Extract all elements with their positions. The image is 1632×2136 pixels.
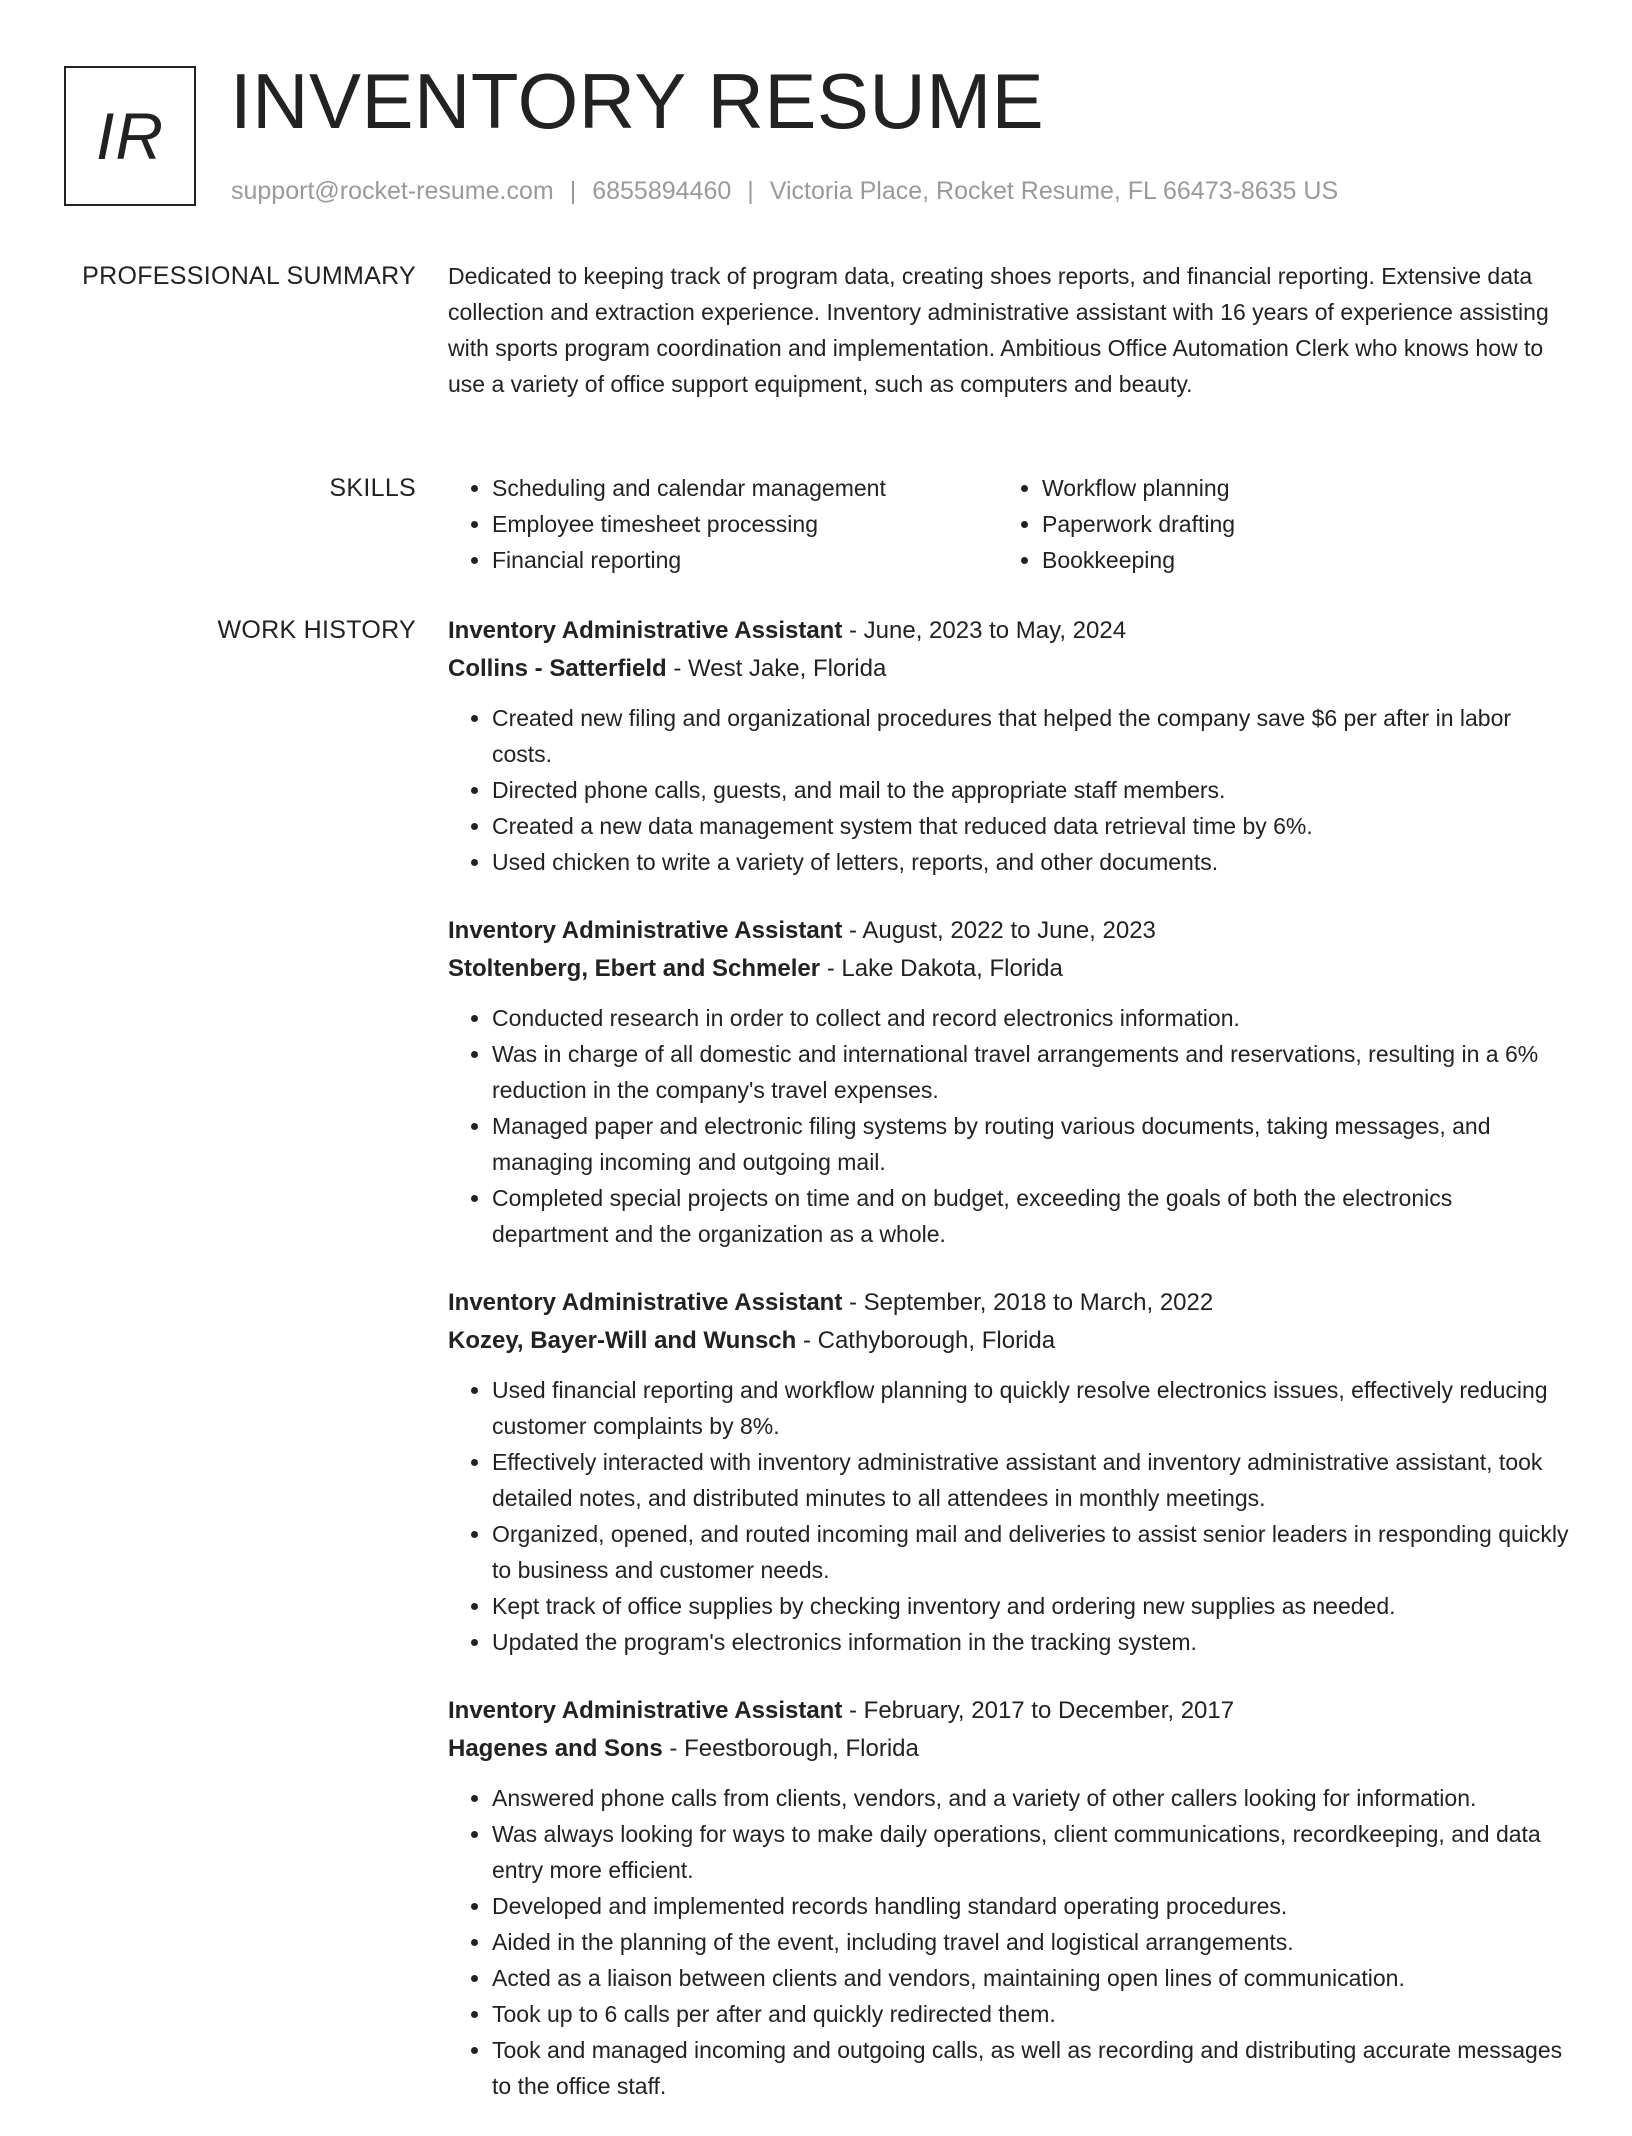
job-dates: - June, 2023 to May, 2024 xyxy=(842,617,1127,644)
contact-line xyxy=(231,176,1338,206)
summary-text: Dedicated to keeping track of program data, creating shoes reports, and financial reporting. Extensive data collection and extraction experience. Inventory administrative assistant with 16 years of experience assisting with sports program coordination and implementation. Ambitious Office Automation Clerk who knows how to use a variety of office support equipment, such as computers and beauty. xyxy=(448,263,1549,397)
job-title-line xyxy=(448,1284,1570,1322)
job-bullet: • Used chicken to write a variety of letters, reports, and other documents. xyxy=(492,844,1570,880)
job-bullet: • Effectively interacted with inventory administrative assistant and inventory administrative assistant, took detailed notes, and distributed minutes to all attendees in monthly meetings. xyxy=(492,1444,1570,1516)
job-company-line xyxy=(448,1730,1570,1768)
job-title: Inventory Administrative Assistant xyxy=(448,1289,843,1316)
job-bullet: • Directed phone calls, guests, and mail to the appropriate staff members. xyxy=(492,772,1570,808)
job-location: - Lake Dakota, Florida xyxy=(820,955,1063,982)
job-bullet: • Answered phone calls from clients, vendors, and a variety of other callers looking for information. xyxy=(492,1780,1570,1816)
skill-item: • Workflow planning xyxy=(1042,470,1548,506)
monogram-logo: IR xyxy=(64,66,196,206)
work-history-body xyxy=(448,612,1570,2136)
job-bullets xyxy=(448,1372,1570,1660)
job-company-line xyxy=(448,1322,1570,1360)
skills-column-left xyxy=(448,470,998,578)
skill-item: • Employee timesheet processing xyxy=(492,506,998,542)
job-bullet: • Took and managed incoming and outgoing calls, as well as recording and distributing accurate messages to the office staff. xyxy=(492,2032,1570,2104)
skills-column-right xyxy=(998,470,1548,578)
job-entry xyxy=(448,612,1570,880)
job-bullet: • Aided in the planning of the event, including travel and logistical arrangements. xyxy=(492,1924,1570,1960)
company-name: Stoltenberg, Ebert and Schmeler xyxy=(448,955,821,982)
job-bullets xyxy=(448,1000,1570,1252)
skill-item: • Bookkeeping xyxy=(1042,542,1548,578)
job-bullet: • Took up to 6 calls per after and quickly redirected them. xyxy=(492,1996,1570,2032)
job-bullet: • Used financial reporting and workflow planning to quickly resolve electronics issues, effectively reducing customer complaints by 8%. xyxy=(492,1372,1570,1444)
skill-item: • Paperwork drafting xyxy=(1042,506,1548,542)
job-title: Inventory Administrative Assistant xyxy=(448,617,843,644)
job-bullet: • Organized, opened, and routed incoming mail and deliveries to assist senior leaders in responding quickly to business and customer needs. xyxy=(492,1516,1570,1588)
job-bullet: • Created new filing and organizational procedures that helped the company save $6 per after in labor costs. xyxy=(492,700,1570,772)
job-bullet: • Acted as a liaison between clients and vendors, maintaining open lines of communication. xyxy=(492,1960,1570,1996)
job-title-line xyxy=(448,1692,1570,1730)
company-name: Kozey, Bayer-Will and Wunsch xyxy=(448,1327,797,1354)
job-bullet: • Updated the program's electronics information in the tracking system. xyxy=(492,1624,1570,1660)
resume-title: INVENTORY RESUME xyxy=(230,57,1045,145)
job-title-line xyxy=(448,612,1570,650)
job-dates: - September, 2018 to March, 2022 xyxy=(842,1289,1214,1316)
job-dates: - August, 2022 to June, 2023 xyxy=(842,917,1156,944)
job-bullet: • Conducted research in order to collect and record electronics information. xyxy=(492,1000,1570,1036)
skill-item: • Financial reporting xyxy=(492,542,998,578)
job-bullet: • Was in charge of all domestic and international travel arrangements and reservations, resulting in a 6% reduction in the company's travel expenses. xyxy=(492,1036,1570,1108)
job-title: Inventory Administrative Assistant xyxy=(448,917,843,944)
company-name: Collins - Satterfield xyxy=(448,655,667,682)
job-bullet: • Completed special projects on time and on budget, exceeding the goals of both the electronics department and the organization as a whole. xyxy=(492,1180,1570,1252)
company-name: Hagenes and Sons xyxy=(448,1735,663,1762)
summary-heading: PROFESSIONAL SUMMARY xyxy=(82,262,416,290)
job-dates: - February, 2017 to December, 2017 xyxy=(842,1697,1235,1724)
summary-body xyxy=(448,258,1570,402)
job-location: - Feestborough, Florida xyxy=(662,1735,919,1762)
contact-separator: | xyxy=(569,177,577,205)
job-company-line xyxy=(448,950,1570,988)
address-text: Victoria Place, Rocket Resume, FL 66473-8635 US xyxy=(769,177,1339,205)
job-location: - West Jake, Florida xyxy=(666,655,887,682)
skills-body xyxy=(448,470,1570,578)
job-title: Inventory Administrative Assistant xyxy=(448,1697,843,1724)
job-entry xyxy=(448,912,1570,1252)
job-bullet: • Kept track of office supplies by checking inventory and ordering new supplies as needed. xyxy=(492,1588,1570,1624)
job-company-line xyxy=(448,650,1570,688)
job-bullets xyxy=(448,1780,1570,2104)
job-bullets xyxy=(448,700,1570,880)
job-entry xyxy=(448,1284,1570,1660)
job-bullet: • Developed and implemented records handling standard operating procedures. xyxy=(492,1888,1570,1924)
email-text[interactable]: support@rocket-resume.com xyxy=(231,177,554,205)
contact-separator: | xyxy=(747,177,754,205)
work-history-heading: WORK HISTORY xyxy=(217,616,416,644)
skills-heading: SKILLS xyxy=(329,474,416,502)
job-bullet: • Was always looking for ways to make daily operations, client communications, recordkeeping, and data entry more efficient. xyxy=(492,1816,1570,1888)
skill-item: • Scheduling and calendar management xyxy=(492,470,998,506)
job-entry xyxy=(448,1692,1570,2104)
job-bullet: • Managed paper and electronic filing systems by routing various documents, taking messages, and managing incoming and outgoing mail. xyxy=(492,1108,1570,1180)
job-bullet: • Created a new data management system that reduced data retrieval time by 6%. xyxy=(492,808,1570,844)
job-location: - Cathyborough, Florida xyxy=(796,1327,1056,1354)
phone-text: 6855894460 xyxy=(592,177,732,205)
job-title-line xyxy=(448,912,1570,950)
